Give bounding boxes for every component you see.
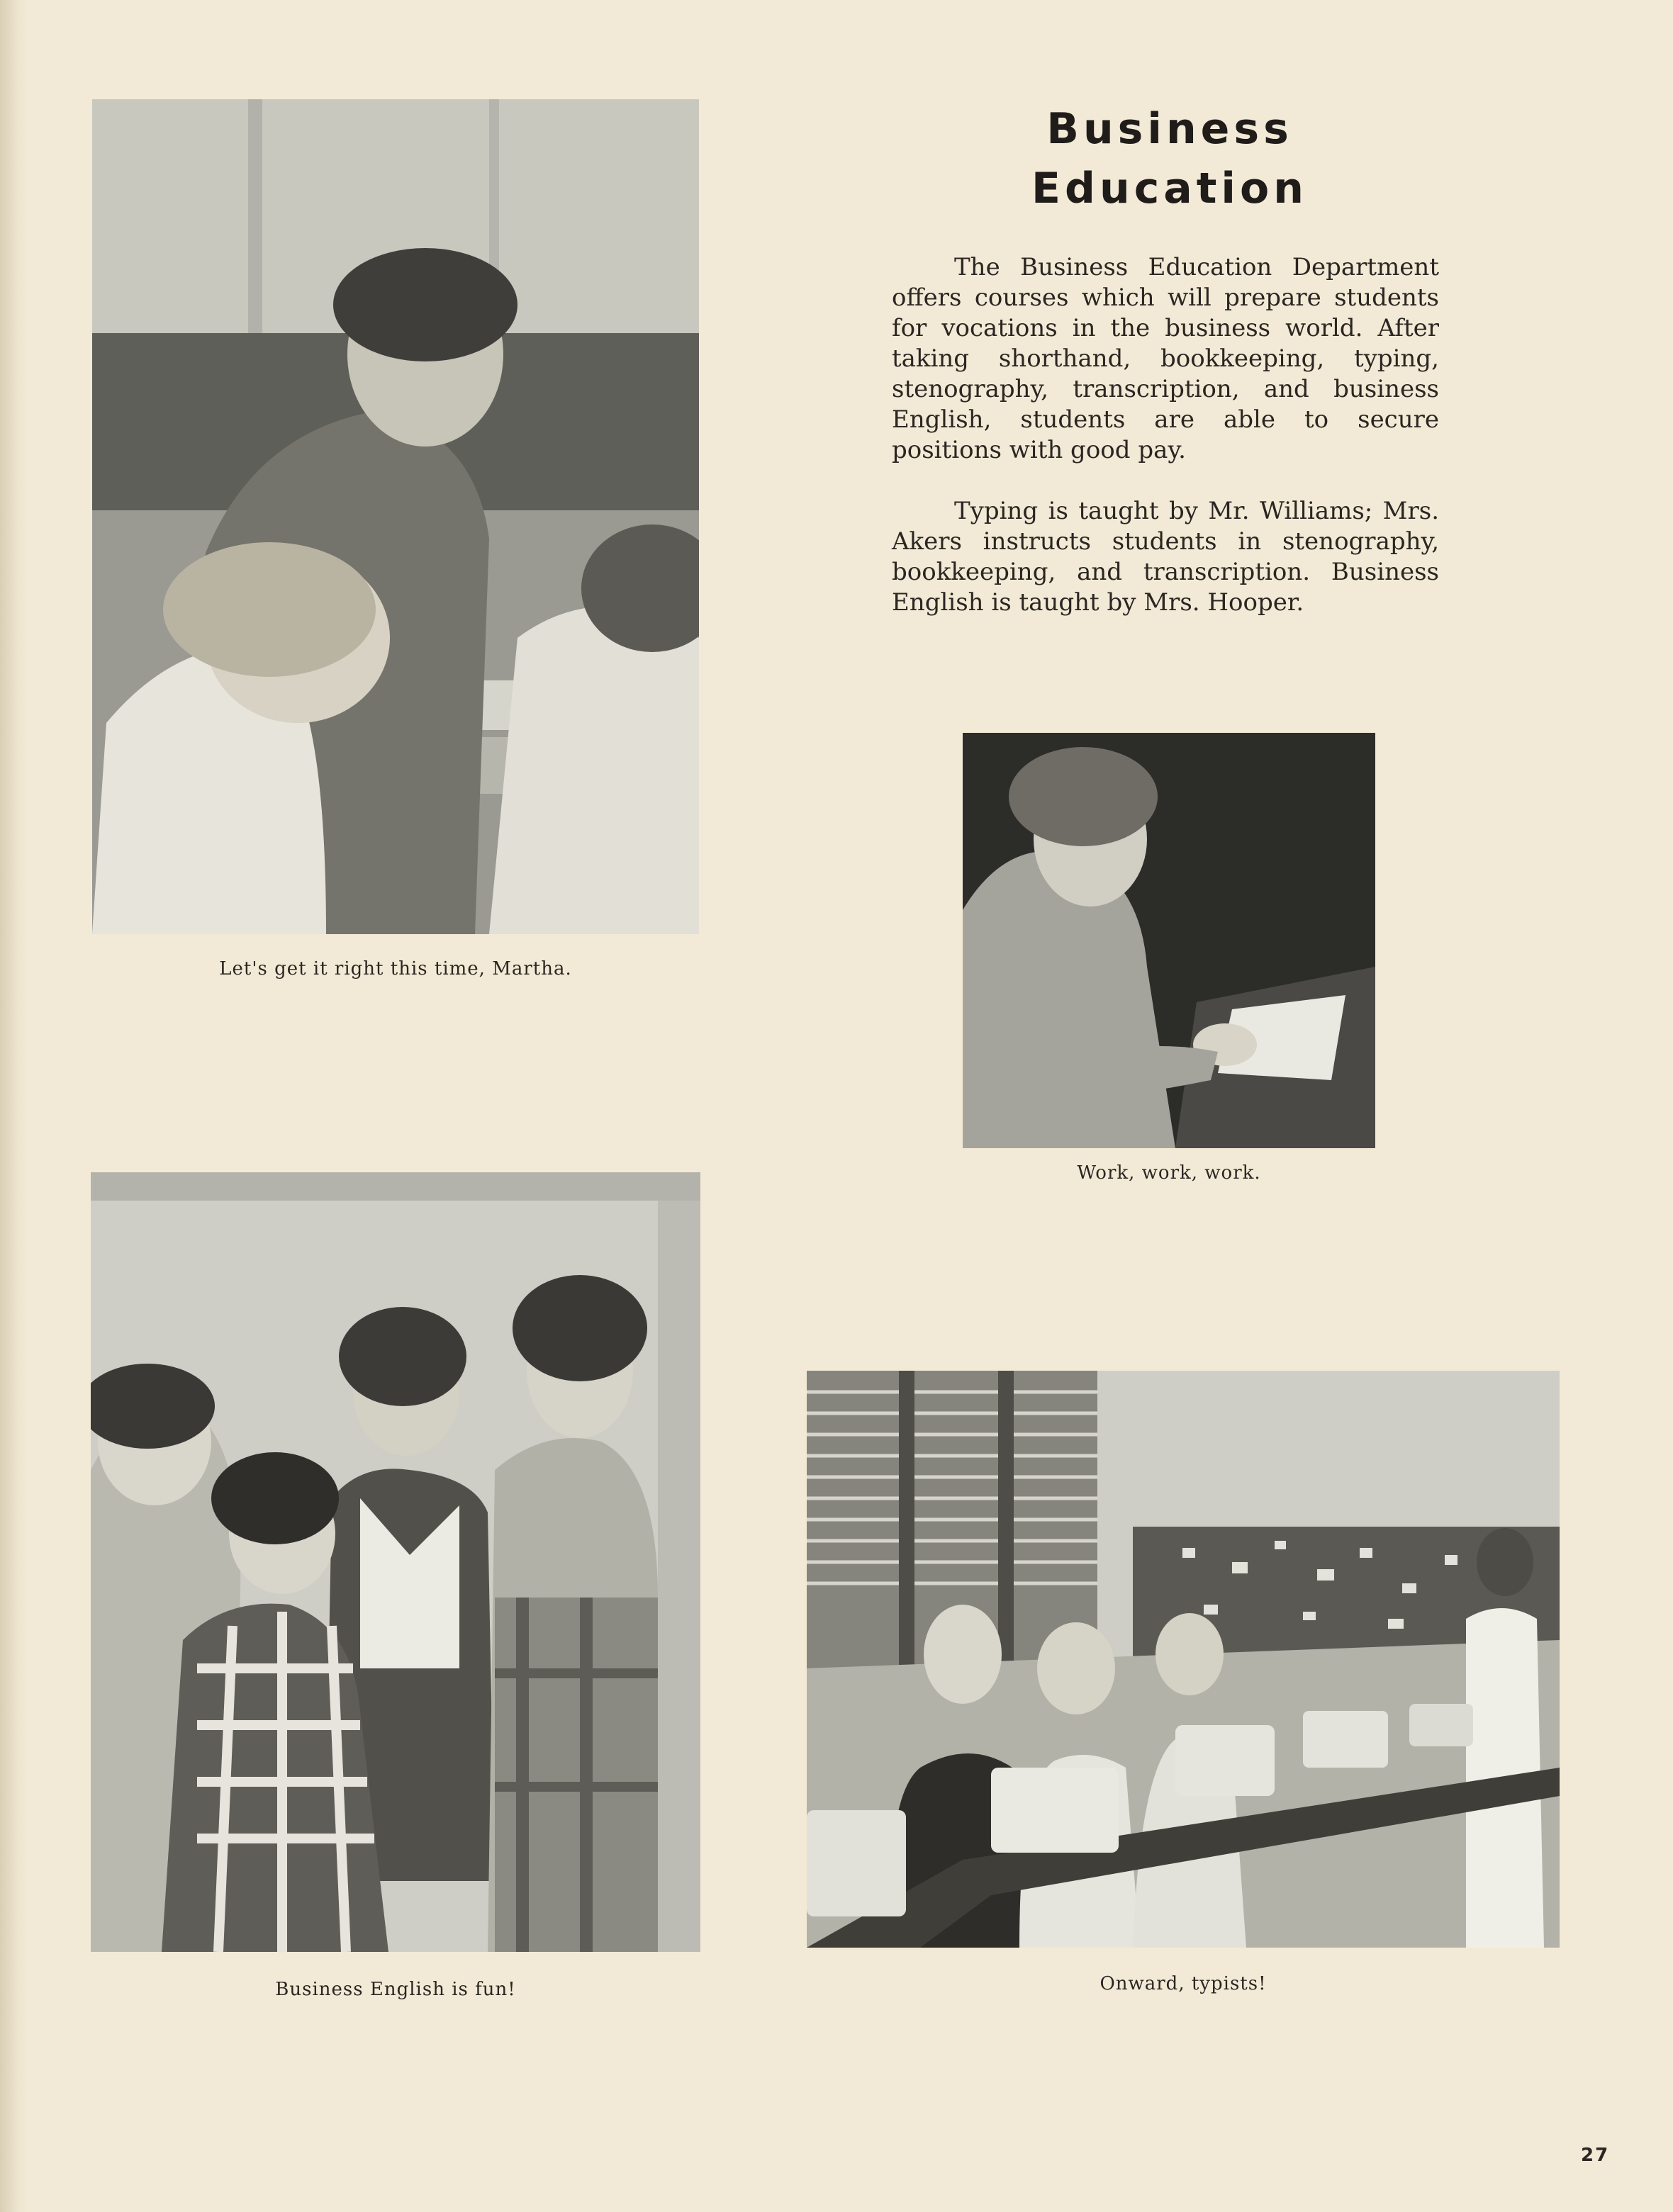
caption-teacher-helping-student: Let's get it right this time, Martha. xyxy=(219,958,572,979)
binding-shadow xyxy=(0,0,28,2212)
caption-student-writing: Work, work, work. xyxy=(1077,1162,1261,1184)
page-number: 27 xyxy=(1581,2145,1610,2166)
photo-typing-class xyxy=(807,1371,1560,1948)
title-line-2: Education xyxy=(1031,164,1308,213)
caption-typing-class: Onward, typists! xyxy=(1100,1973,1267,1994)
staff-paragraph: Typing is taught by Mr. Williams; Mrs. Akers instructs students in stenography, bookkeeping, and transcription. Business English is taught by Mrs. Hooper. xyxy=(892,497,1439,617)
intro-paragraph: The Business Education Department offers courses which will prepare students for vocations in the business world. After taking shorthand, bookkeeping, typing, stenography, transcription, and business English, students are able to secure positions with good pay. xyxy=(892,253,1439,464)
title-line-1: Business xyxy=(1046,104,1293,154)
photo-business-english-group xyxy=(91,1172,700,1952)
photo-teacher-helping-student xyxy=(92,99,699,934)
caption-business-english-group: Business English is fun! xyxy=(275,1979,516,2000)
photo-student-writing xyxy=(963,733,1375,1148)
page-title xyxy=(943,99,1397,218)
